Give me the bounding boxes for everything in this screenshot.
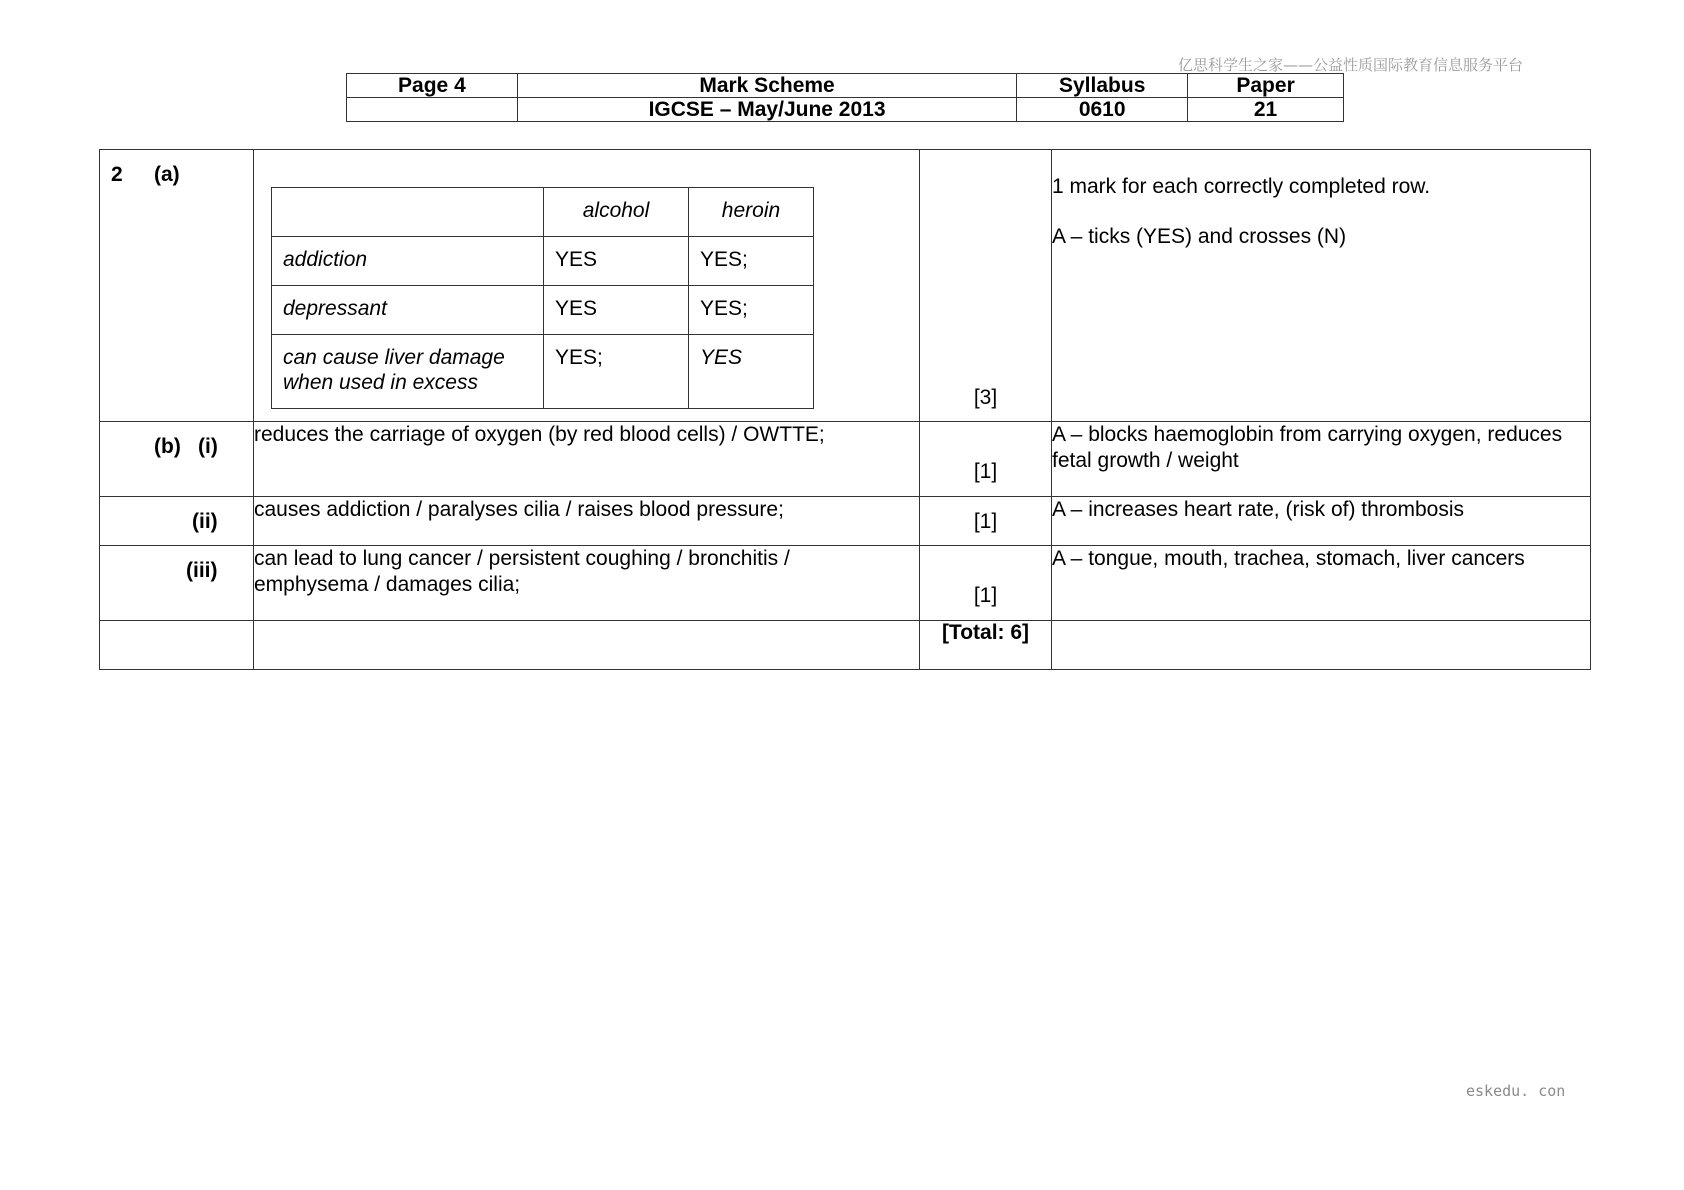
marks-cell [920, 546, 1052, 621]
mark-scheme-header [346, 73, 1344, 122]
watermark-text: 亿思科学生之家——公益性质国际教育信息服务平台 [1178, 56, 1524, 74]
guidance-cell [1052, 497, 1591, 546]
mark-scheme-table [99, 149, 1591, 670]
question-number-cell [100, 497, 254, 546]
drug-table-row [272, 237, 814, 286]
marks-cell [920, 497, 1052, 546]
guidance-text: A – increases heart rate, (risk of) thrombosis [1052, 498, 1464, 521]
drug-table-header: alcohol [544, 188, 689, 237]
guidance-line: A – ticks (YES) and crosses (N) [1052, 225, 1347, 248]
paper-number: 21 [1188, 98, 1344, 122]
drug-property: addiction [272, 237, 544, 286]
guidance-cell [1052, 422, 1591, 497]
answer-text: reduces the carriage of oxygen (by red blood cells) / OWTTE; [254, 423, 825, 446]
drug-property: depressant [272, 286, 544, 335]
empty-cell [100, 621, 254, 670]
answer-cell [254, 422, 920, 497]
paper-label: Paper [1188, 74, 1344, 98]
empty-cell [254, 621, 920, 670]
drug-table-corner [272, 188, 544, 237]
empty-cell [1052, 621, 1591, 670]
drug-comparison-table [271, 187, 814, 409]
guidance-cell [1052, 150, 1591, 422]
drug-answer: YES; [689, 286, 814, 335]
answer-cell [254, 546, 920, 621]
footer-watermark: eskedu. con [1466, 1082, 1566, 1100]
answer-text: causes addiction / paralyses cilia / raises blood pressure; [254, 498, 784, 521]
question-row-2a [100, 150, 1591, 422]
question-row-2b-i [100, 422, 1591, 497]
marks-cell [920, 150, 1052, 422]
mark-value: [3] [973, 386, 998, 409]
question-number-cell [100, 150, 254, 422]
drug-answer: YES [544, 286, 689, 335]
document-title: Mark Scheme [517, 74, 1016, 98]
question-row-2b-iii [100, 546, 1591, 621]
total-row [100, 621, 1591, 670]
guidance-line: 1 mark for each correctly completed row. [1052, 175, 1431, 198]
exam-session: IGCSE – May/June 2013 [517, 98, 1016, 122]
question-part: (b) [154, 435, 181, 458]
marks-cell [920, 422, 1052, 497]
mark-value: [1] [973, 460, 998, 483]
question-subpart: (ii) [192, 510, 218, 533]
guidance-cell [1052, 546, 1591, 621]
question-row-2b-ii [100, 497, 1591, 546]
drug-table-row [272, 286, 814, 335]
answer-text: can lead to lung cancer / persistent coughing / bronchitis / emphysema / damages cilia; [254, 547, 790, 596]
question-subpart: (i) [198, 435, 218, 458]
question-number: 2 [111, 163, 123, 186]
question-number-cell [100, 422, 254, 497]
page-label: Page 4 [347, 74, 518, 98]
drug-property: can cause liver damage when used in excess [272, 335, 544, 409]
drug-answer: YES; [689, 237, 814, 286]
answer-cell [254, 497, 920, 546]
header-empty-cell [347, 98, 518, 122]
guidance-text: A – tongue, mouth, trachea, stomach, liver cancers [1052, 547, 1525, 570]
drug-answer: YES [544, 237, 689, 286]
drug-table-header: heroin [689, 188, 814, 237]
drug-table-header-row [272, 188, 814, 237]
question-part: (a) [154, 163, 180, 186]
guidance-text: A – blocks haemoglobin from carrying oxygen, reduces fetal growth / weight [1052, 423, 1563, 472]
question-subpart: (iii) [186, 559, 218, 582]
drug-answer: YES; [544, 335, 689, 409]
mark-value: [1] [973, 510, 998, 533]
total-marks: [Total: 6] [920, 621, 1052, 670]
drug-table-row [272, 335, 814, 409]
mark-value: [1] [973, 584, 998, 607]
drug-answer: YES [689, 335, 814, 409]
syllabus-label: Syllabus [1017, 74, 1188, 98]
question-number-cell [100, 546, 254, 621]
answer-cell [254, 150, 920, 422]
syllabus-code: 0610 [1017, 98, 1188, 122]
